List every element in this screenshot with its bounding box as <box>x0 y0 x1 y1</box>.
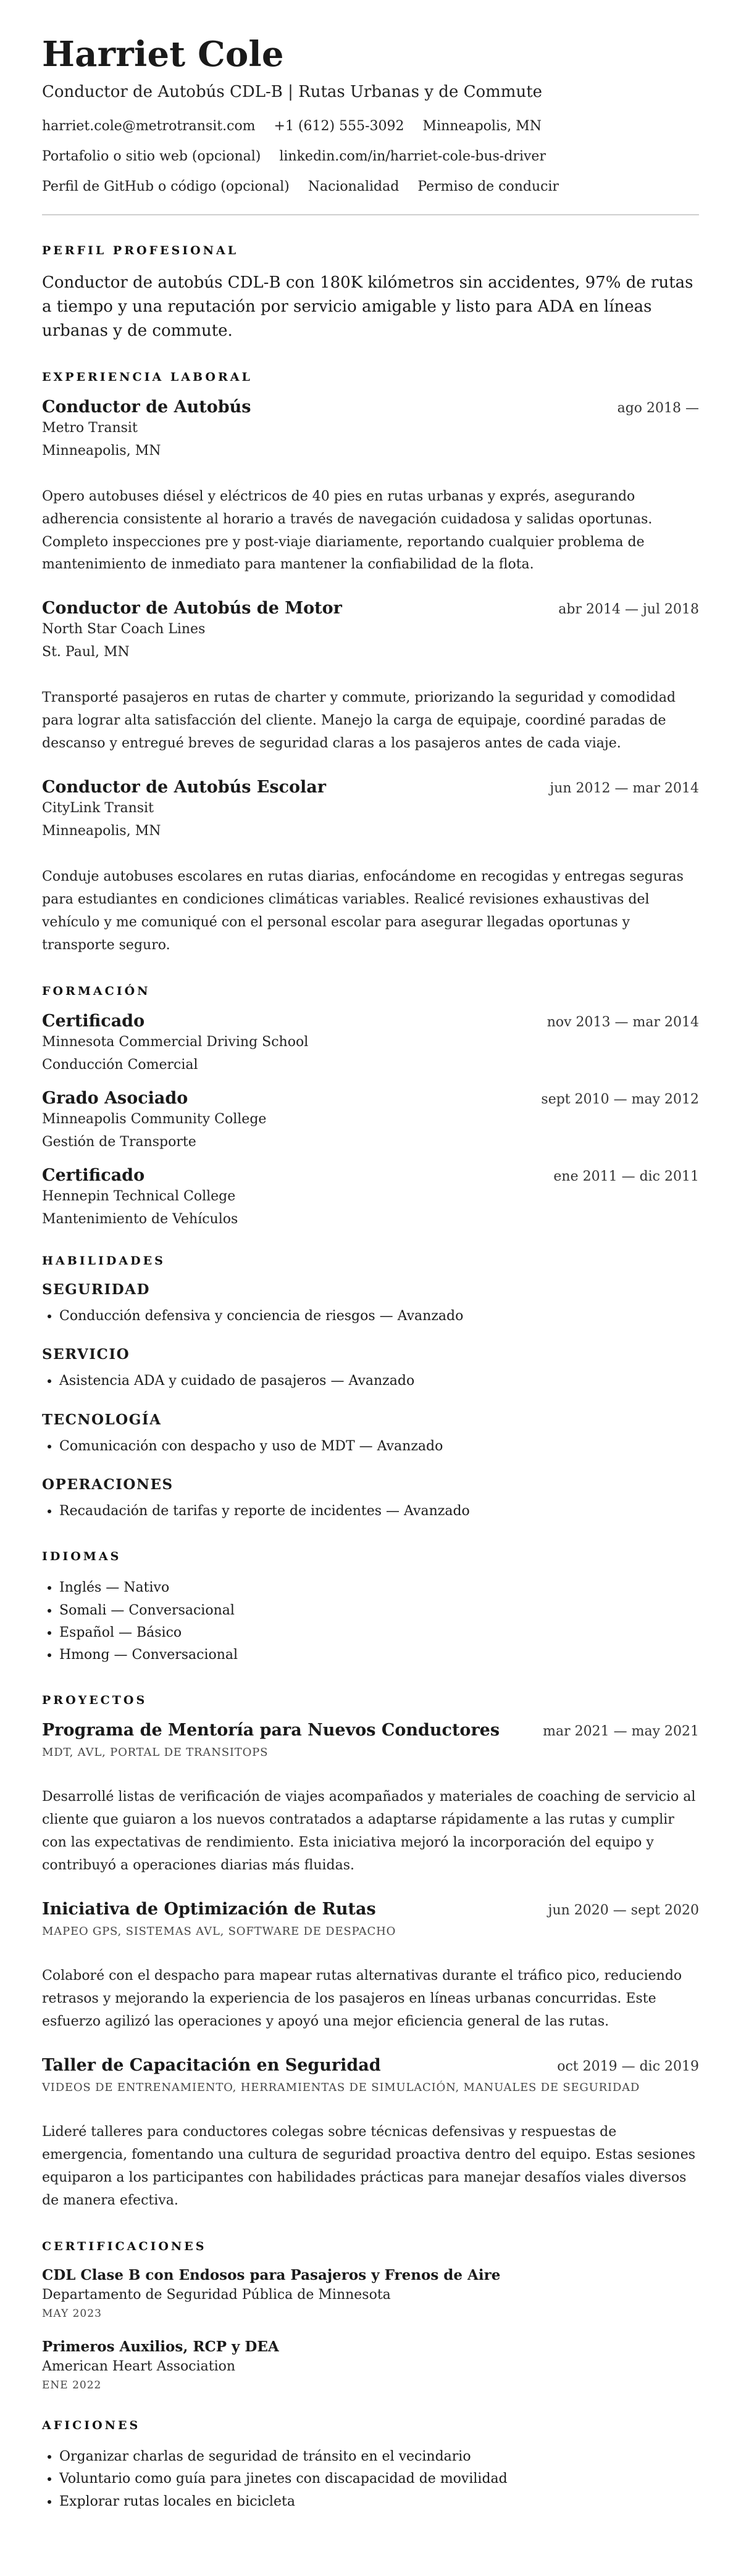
contact-row <box>42 118 699 134</box>
contact-item: Minneapolis, MN <box>422 118 542 134</box>
education-entry <box>42 1012 699 1073</box>
skill-items <box>42 1435 699 1458</box>
education-entry <box>42 1089 699 1150</box>
job-description: Conduje autobuses escolares en rutas diarias, enfocándome en recogidas y entregas seguras para estudiantes en condiciones climáticas variables. Realicé revisiones exhaustivas del vehículo y me comuniqué con el personal escolar para asegurar llegadas oportunas y transporte seguro. <box>42 869 684 954</box>
certification-entry <box>42 2267 699 2320</box>
hobby-item: • Organizar charlas de seguridad de tránsito en el vecindario <box>59 2446 699 2468</box>
education-entry-header <box>42 1012 699 1031</box>
summary-text: Conductor de autobús CDL-B con 180K kilómetros sin accidentes, 97% de rutas a tiempo y una reputación por servicio amigable y listo para ADA en líneas urbanas y de commute. <box>42 273 693 340</box>
language-item: • Inglés — Nativo <box>59 1577 699 1599</box>
skill-item: • Asistencia ADA y cuidado de pasajeros — Avanzado <box>59 1370 699 1392</box>
job-title: Conductor de Autobús de Motor <box>42 599 342 618</box>
certification-date: MAY 2023 <box>42 2307 102 2320</box>
certification-name: CDL Clase B con Endosos para Pasajeros y Frenos de Aire <box>42 2266 501 2283</box>
experience-entry <box>42 397 699 577</box>
contact-item: Nacionalidad <box>308 178 400 194</box>
skills-section <box>42 1254 699 1523</box>
contact-row <box>42 149 699 164</box>
company-name: CityLink Transit <box>42 800 154 816</box>
project-name: Taller de Capacitación en Seguridad <box>42 2056 381 2075</box>
skill-items <box>42 1370 699 1392</box>
skills-title: HABILIDADES <box>42 1254 165 1268</box>
degree-title: Certificado <box>42 1166 145 1186</box>
languages-list <box>42 1577 699 1666</box>
skill-item: • Conducción defensiva y conciencia de riesgos — Avanzado <box>59 1305 699 1327</box>
experience-title: EXPERIENCIA LABORAL <box>42 370 253 384</box>
contact-item[interactable]: linkedin.com/in/harriet-cole-bus-driver <box>279 148 546 164</box>
experience-entry <box>42 599 699 755</box>
contact-item: Permiso de conducir <box>417 178 559 194</box>
projects-section <box>42 1693 699 2212</box>
experience-entry-header <box>42 599 699 618</box>
experience-entry <box>42 778 699 957</box>
project-name: Iniciativa de Optimización de Rutas <box>42 1900 376 1919</box>
job-description: Opero autobuses diésel y eléctricos de 40 pies en rutas urbanas y exprés, asegurando adherencia consistente al horario a través de navegación cuidadosa y salidas oportunas. Completo inspecciones pre y post-viaje diariamente, reportando cualquier problema de mantenimiento de inmediato para mantener la confiabilidad de la flota. <box>42 488 653 573</box>
certification-entry <box>42 2338 699 2391</box>
contact-item: Portafolio o sitio web (opcional) <box>42 148 261 164</box>
project-tags: MAPEO GPS, SISTEMAS AVL, SOFTWARE DE DESPACHO <box>42 1925 396 1938</box>
skill-items <box>42 1500 699 1523</box>
education-entry <box>42 1166 699 1227</box>
project-entry <box>42 1721 699 1877</box>
project-tags: MDT, AVL, PORTAL DE TRANSITOPS <box>42 1746 269 1760</box>
project-entry-header <box>42 1900 699 1919</box>
resume-header <box>42 36 699 194</box>
skill-category: SERVICIO <box>42 1346 130 1363</box>
degree-title: Certificado <box>42 1012 145 1031</box>
summary-title: PERFIL PROFESIONAL <box>42 243 239 257</box>
education-entry-header <box>42 1166 699 1185</box>
certifications-section <box>42 2240 699 2391</box>
project-entry <box>42 2056 699 2212</box>
certifications-list <box>42 2267 699 2391</box>
experience-section <box>42 370 699 957</box>
school-name: Minneapolis Community College <box>42 1111 267 1128</box>
certification-issuer: American Heart Association <box>42 2358 236 2374</box>
hobbies-section <box>42 2419 699 2513</box>
contact-item[interactable]: harriet.cole@metrotransit.com <box>42 118 256 134</box>
project-description: Desarrollé listas de verificación de viajes acompañados y materiales de coaching de servicio al cliente que guiaron a los nuevos contratados a adaptarse rápidamente a las rutas y cumplir con las expectativas de rendimiento. Esta iniciativa mejoró la incorporación del equipo y contribuyó a operaciones diarias más fluidas. <box>42 1789 696 1874</box>
job-title: Conductor de Autobús Escolar <box>42 778 327 797</box>
job-title: Conductor de Autobús <box>42 397 251 417</box>
job-dates: ago 2018 — <box>617 400 699 416</box>
job-description: Transporté pasajeros en rutas de charter y commute, priorizando la seguridad y comodidad para lograr alta satisfacción del cliente. Manejo la carga de equipaje, coordiné paradas de descanso y entregué breves de seguridad claras a los pasajeros antes de cada viaje. <box>42 690 676 752</box>
field-of-study: Mantenimiento de Vehículos <box>42 1211 238 1228</box>
candidate-name: Harriet Cole <box>42 34 284 75</box>
project-name: Programa de Mentoría para Nuevos Conductores <box>42 1721 500 1740</box>
job-location: Minneapolis, MN <box>42 442 161 459</box>
education-entry-header <box>42 1089 699 1108</box>
company-name: North Star Coach Lines <box>42 621 206 638</box>
language-item: • Hmong — Conversacional <box>59 1644 699 1666</box>
contact-row <box>42 179 699 194</box>
project-tags: VIDEOS DE ENTRENAMIENTO, HERRAMIENTAS DE SIMULACIÓN, MANUALES DE SEGURIDAD <box>42 2081 640 2095</box>
field-of-study: Conducción Comercial <box>42 1057 198 1073</box>
hobbies-list <box>42 2446 699 2513</box>
language-item: • Español — Básico <box>59 1622 699 1644</box>
school-name: Minnesota Commercial Driving School <box>42 1034 309 1050</box>
education-dates: ene 2011 — dic 2011 <box>553 1169 699 1185</box>
header-divider <box>42 214 699 215</box>
skill-category: OPERACIONES <box>42 1476 174 1493</box>
certification-issuer: Departamento de Seguridad Pública de Minnesota <box>42 2287 391 2303</box>
hobbies-title: AFICIONES <box>42 2418 141 2432</box>
skill-item: • Comunicación con despacho y uso de MDT — Avanzado <box>59 1435 699 1458</box>
project-entry-header <box>42 2056 699 2075</box>
job-dates: jun 2012 — mar 2014 <box>550 781 699 797</box>
contact-item[interactable]: +1 (612) 555-3092 <box>274 118 404 134</box>
skill-category: TECNOLOGÍA <box>42 1411 162 1428</box>
education-section <box>42 984 699 1227</box>
project-dates: mar 2021 — may 2021 <box>543 1724 699 1740</box>
education-dates: sept 2010 — may 2012 <box>541 1092 699 1108</box>
contact-item: Perfil de GitHub o código (opcional) <box>42 178 290 194</box>
education-dates: nov 2013 — mar 2014 <box>546 1015 699 1031</box>
project-dates: oct 2019 — dic 2019 <box>557 2059 699 2075</box>
languages-section <box>42 1550 699 1666</box>
experience-list <box>42 397 699 957</box>
candidate-headline: Conductor de Autobús CDL-B | Rutas Urbanas y de Commute <box>42 82 543 101</box>
skill-item: • Recaudación de tarifas y reporte de incidentes — Avanzado <box>59 1500 699 1523</box>
degree-title: Grado Asociado <box>42 1089 188 1108</box>
summary-section <box>42 244 699 343</box>
project-description: Colaboré con el despacho para mapear rutas alternativas durante el tráfico pico, reduciendo retrasos y mejorando la experiencia de los pasajeros en líneas urbanas concurridas. Este esfuerzo agilizó las operaciones y apoyó una mejor eficiencia general de las rutas. <box>42 1968 682 2030</box>
education-title: FORMACIÓN <box>42 984 151 999</box>
project-entry <box>42 1900 699 2034</box>
certifications-title: CERTIFICACIONES <box>42 2239 207 2253</box>
contact-info <box>42 118 699 194</box>
projects-list <box>42 1721 699 2212</box>
project-description: Lideré talleres para conductores colegas sobre técnicas defensivas y respuestas de emergencia, fomentando una cultura de seguridad proactiva dentro del equipo. Estas sesiones equiparon a los participantes con habilidades prácticas para manejar desafíos viales diversos de manera efectiva. <box>42 2124 696 2208</box>
job-dates: abr 2014 — jul 2018 <box>558 602 699 618</box>
projects-title: PROYECTOS <box>42 1693 148 1708</box>
experience-entry-header <box>42 397 699 417</box>
hobby-item: • Voluntario como guía para jinetes con discapacidad de movilidad <box>59 2468 699 2490</box>
job-location: Minneapolis, MN <box>42 823 161 839</box>
languages-title: IDIOMAS <box>42 1550 122 1564</box>
company-name: Metro Transit <box>42 420 138 436</box>
school-name: Hennepin Technical College <box>42 1189 236 1205</box>
education-list <box>42 1012 699 1227</box>
certification-date: ENE 2022 <box>42 2379 102 2391</box>
job-location: St. Paul, MN <box>42 644 130 660</box>
project-dates: jun 2020 — sept 2020 <box>548 1903 699 1919</box>
hobby-item: • Explorar rutas locales en bicicleta <box>59 2491 699 2513</box>
field-of-study: Gestión de Transporte <box>42 1134 196 1150</box>
project-entry-header <box>42 1721 699 1740</box>
skills-list <box>42 1281 699 1523</box>
experience-entry-header <box>42 778 699 797</box>
skill-items <box>42 1305 699 1327</box>
skill-category: SEGURIDAD <box>42 1281 150 1298</box>
certification-name: Primeros Auxilios, RCP y DEA <box>42 2338 279 2355</box>
language-item: • Somali — Conversacional <box>59 1600 699 1622</box>
